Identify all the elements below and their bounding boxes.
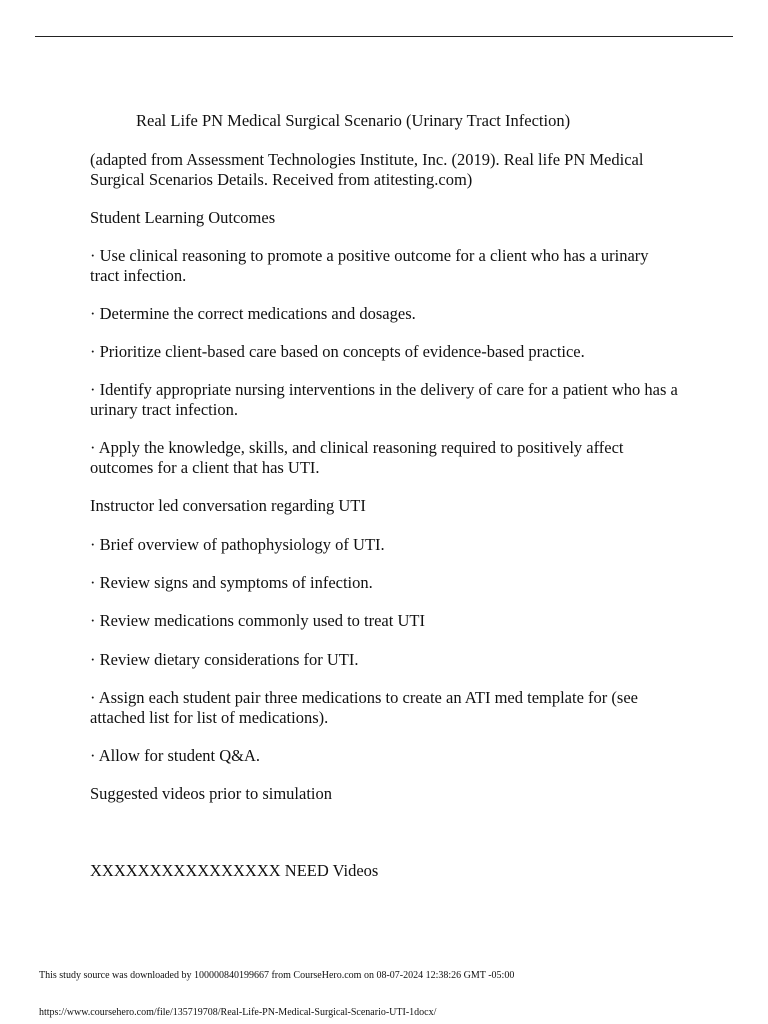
header-divider — [35, 36, 733, 37]
instructor-item: · Brief overview of pathophysiology of UTI. — [90, 535, 385, 554]
instructor-item: · Assign each student pair three medications to create an ATI med template for (see attached list for list of medications). — [90, 688, 638, 727]
source-url-link[interactable]: https://www.coursehero.com/file/135719708/Real-Life-PN-Medical-Surgical-Scenario-UTI-1docx/ — [39, 1007, 437, 1018]
videos-placeholder: XXXXXXXXXXXXXXXX NEED Videos — [90, 861, 379, 880]
videos-heading: Suggested videos prior to simulation — [90, 784, 332, 803]
instructor-item: · Allow for student Q&A. — [90, 746, 261, 765]
outcome-item: · Prioritize client-based care based on concepts of evidence-based practice. — [90, 342, 585, 361]
download-notice: This study source was downloaded by 100000840199667 from CourseHero.com on 08-07-2024 12:38:26 GMT -05:00 — [39, 970, 515, 981]
instructor-item: · Review dietary considerations for UTI. — [90, 650, 359, 669]
outcome-item: · Determine the correct medications and dosages. — [90, 304, 416, 323]
instructor-item: · Review signs and symptoms of infection. — [90, 573, 373, 592]
outcomes-heading: Student Learning Outcomes — [90, 208, 276, 227]
citation: (adapted from Assessment Technologies Institute, Inc. (2019). Real life PN Medical Surgical Scenarios Details. Received from atitesting.com) — [90, 150, 644, 189]
outcome-item: · Apply the knowledge, skills, and clinical reasoning required to positively affect outcomes for a client that has UTI. — [90, 438, 624, 477]
outcome-item: · Identify appropriate nursing interventions in the delivery of care for a patient who has a urinary tract infection. — [90, 380, 678, 419]
instructor-item: · Review medications commonly used to treat UTI — [90, 611, 425, 630]
outcome-item: · Use clinical reasoning to promote a positive outcome for a client who has a urinary tract infection. — [90, 246, 649, 285]
instructor-heading: Instructor led conversation regarding UTI — [90, 496, 366, 515]
document-title: Real Life PN Medical Surgical Scenario (Urinary Tract Infection) — [136, 111, 571, 130]
